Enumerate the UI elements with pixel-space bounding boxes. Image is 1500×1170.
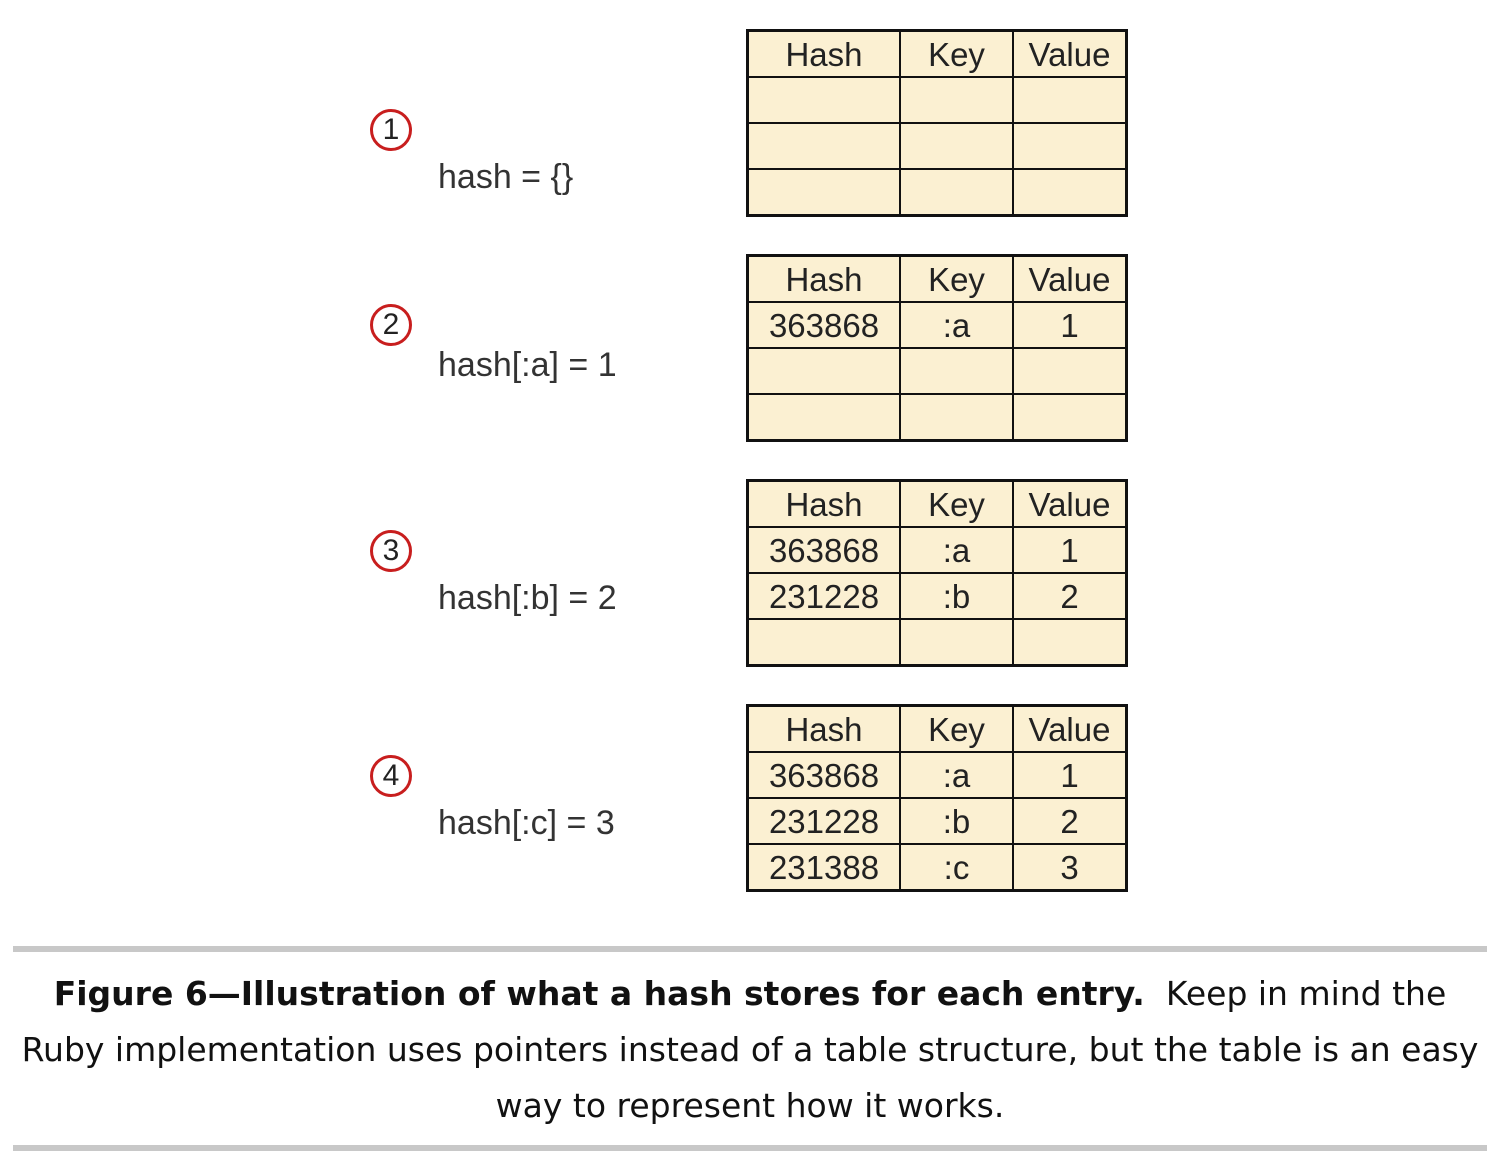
column-header-value: Value <box>1013 706 1127 753</box>
value-cell <box>1013 169 1127 216</box>
step-code: hash = {} <box>438 158 574 196</box>
step-code: hash[:b] = 2 <box>438 579 617 617</box>
value-cell: 1 <box>1013 752 1127 798</box>
column-header-key: Key <box>900 706 1013 753</box>
key-cell: :a <box>900 527 1013 573</box>
value-cell <box>1013 619 1127 666</box>
table-header-row <box>748 706 1127 753</box>
hash-table <box>746 479 1128 667</box>
table-header-row <box>748 31 1127 78</box>
column-header-value: Value <box>1013 31 1127 78</box>
column-header-key: Key <box>900 31 1013 78</box>
key-cell: :a <box>900 302 1013 348</box>
key-cell <box>900 77 1013 123</box>
key-cell <box>900 169 1013 216</box>
step-number-badge: 1 <box>370 109 412 151</box>
column-header-value: Value <box>1013 256 1127 303</box>
hash-cell <box>748 169 901 216</box>
key-cell: :b <box>900 573 1013 619</box>
step-number-badge: 4 <box>370 755 412 797</box>
hash-cell: 363868 <box>748 752 901 798</box>
table-row <box>748 844 1127 891</box>
step-2 <box>0 254 1500 444</box>
column-header-hash: Hash <box>748 31 901 78</box>
table-row <box>748 169 1127 216</box>
table-header-row <box>748 256 1127 303</box>
table-row <box>748 752 1127 798</box>
step-4 <box>0 704 1500 894</box>
value-cell: 1 <box>1013 302 1127 348</box>
hash-cell <box>748 123 901 169</box>
hash-table <box>746 29 1128 217</box>
step-number-badge: 2 <box>370 304 412 346</box>
key-cell: :a <box>900 752 1013 798</box>
caption-bottom-rule <box>13 1145 1487 1151</box>
key-cell: :c <box>900 844 1013 891</box>
table-row <box>748 394 1127 441</box>
step-number-badge: 3 <box>370 530 412 572</box>
table-row <box>748 573 1127 619</box>
table-row <box>748 527 1127 573</box>
hash-table <box>746 254 1128 442</box>
value-cell: 2 <box>1013 573 1127 619</box>
key-cell <box>900 348 1013 394</box>
table-row <box>748 619 1127 666</box>
hash-cell <box>748 619 901 666</box>
key-cell <box>900 123 1013 169</box>
step-code: hash[:a] = 1 <box>438 346 617 384</box>
step-3 <box>0 479 1500 669</box>
value-cell <box>1013 348 1127 394</box>
column-header-key: Key <box>900 256 1013 303</box>
key-cell <box>900 394 1013 441</box>
table-row <box>748 302 1127 348</box>
column-header-hash: Hash <box>748 706 901 753</box>
caption-title: Figure 6—Illustration of what a hash stores for each entry. <box>53 974 1145 1013</box>
hash-cell <box>748 394 901 441</box>
table-row <box>748 798 1127 844</box>
step-1 <box>0 29 1500 219</box>
hash-cell: 231388 <box>748 844 901 891</box>
value-cell: 1 <box>1013 527 1127 573</box>
hash-cell: 231228 <box>748 573 901 619</box>
column-header-value: Value <box>1013 481 1127 528</box>
column-header-hash: Hash <box>748 256 901 303</box>
hash-cell: 363868 <box>748 527 901 573</box>
value-cell: 3 <box>1013 844 1127 891</box>
caption-text: Keep in mind the Ruby implementation uses pointers instead of a table structure, but the table is an easy way to represent how it works. <box>21 974 1479 1125</box>
hash-cell <box>748 348 901 394</box>
value-cell <box>1013 123 1127 169</box>
step-code: hash[:c] = 3 <box>438 804 615 842</box>
table-row <box>748 77 1127 123</box>
column-header-hash: Hash <box>748 481 901 528</box>
table-row <box>748 348 1127 394</box>
hash-cell: 231228 <box>748 798 901 844</box>
hash-cell: 363868 <box>748 302 901 348</box>
column-header-key: Key <box>900 481 1013 528</box>
value-cell: 2 <box>1013 798 1127 844</box>
caption-top-rule <box>13 946 1487 952</box>
figure-caption <box>13 966 1487 1134</box>
hash-cell <box>748 77 901 123</box>
table-row <box>748 123 1127 169</box>
key-cell <box>900 619 1013 666</box>
key-cell: :b <box>900 798 1013 844</box>
value-cell <box>1013 394 1127 441</box>
table-header-row <box>748 481 1127 528</box>
hash-table <box>746 704 1128 892</box>
value-cell <box>1013 77 1127 123</box>
